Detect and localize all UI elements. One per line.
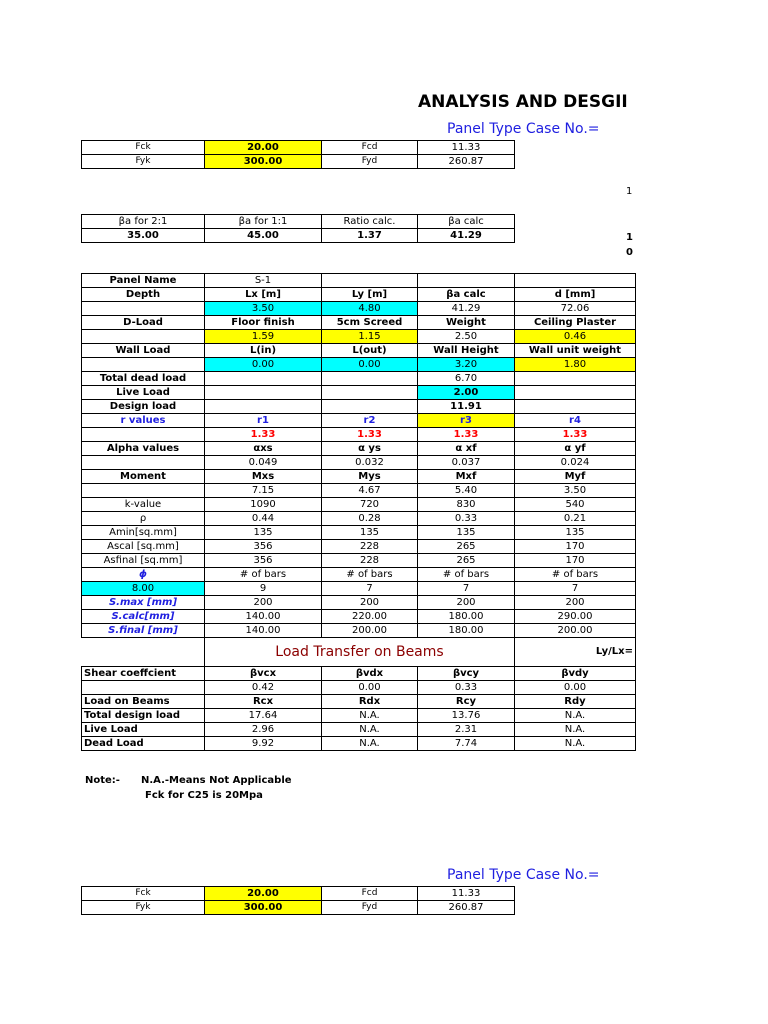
scalc-value: 140.00 bbox=[205, 610, 322, 624]
empty-cell bbox=[205, 372, 322, 386]
empty-cell bbox=[322, 400, 418, 414]
col-header: Weight bbox=[418, 316, 515, 330]
beam-dead-load-label: Dead Load bbox=[82, 737, 205, 751]
amin-value: 135 bbox=[205, 526, 322, 540]
rho-label: ρ bbox=[82, 512, 205, 526]
table-row bbox=[82, 568, 636, 582]
beta-header: βa calc bbox=[418, 215, 515, 229]
col-header: Wall unit weight bbox=[515, 344, 636, 358]
total-design-load-label: Total design load bbox=[82, 709, 205, 723]
moment-header: Myf bbox=[515, 470, 636, 484]
moment-header: Mys bbox=[322, 470, 418, 484]
alpha-header: α yf bbox=[515, 442, 636, 456]
ascal-label: Ascal [sq.mm] bbox=[82, 540, 205, 554]
asfinal-value: 170 bbox=[515, 554, 636, 568]
moment-value: 4.67 bbox=[322, 484, 418, 498]
dl-value: N.A. bbox=[515, 737, 636, 751]
design-load-value: 11.91 bbox=[418, 400, 515, 414]
col-header: Ly [m] bbox=[322, 288, 418, 302]
scalc-label: S.calc[mm] bbox=[82, 610, 205, 624]
beams-header: Rdy bbox=[515, 695, 636, 709]
smax-value: 200 bbox=[515, 596, 636, 610]
beams-header: Rcy bbox=[418, 695, 515, 709]
beta-header: βa for 1:1 bbox=[205, 215, 322, 229]
d-value: 72.06 bbox=[515, 302, 636, 316]
table-row bbox=[82, 456, 636, 470]
shear-header: βvcy bbox=[418, 667, 515, 681]
sfinal-value: 140.00 bbox=[205, 624, 322, 638]
r-value: 1.33 bbox=[418, 428, 515, 442]
table-row bbox=[82, 372, 636, 386]
asfinal-value: 265 bbox=[418, 554, 515, 568]
ascal-value: 170 bbox=[515, 540, 636, 554]
table-row bbox=[82, 582, 636, 596]
materials-table bbox=[81, 140, 515, 169]
table-row bbox=[82, 512, 636, 526]
table-row bbox=[82, 737, 636, 751]
table-row bbox=[82, 274, 636, 288]
table-row bbox=[82, 316, 636, 330]
table-row bbox=[82, 554, 636, 568]
ly-input[interactable]: 4.80 bbox=[322, 302, 418, 316]
moment-label: Moment bbox=[82, 470, 205, 484]
ascal-value: 228 bbox=[322, 540, 418, 554]
r-header: r2 bbox=[322, 414, 418, 428]
fyd-label: Fyd bbox=[322, 155, 418, 169]
r-header: r3 bbox=[418, 414, 515, 428]
col-header: Ceiling Plaster bbox=[515, 316, 636, 330]
screed-input[interactable]: 1.15 bbox=[322, 330, 418, 344]
col-header: βa calc bbox=[418, 288, 515, 302]
panel-type-label-2: Panel Type Case No.= bbox=[447, 867, 600, 883]
panel-name-value: S-1 bbox=[205, 274, 322, 288]
alpha-value: 0.049 bbox=[205, 456, 322, 470]
alpha-value: 0.024 bbox=[515, 456, 636, 470]
empty-cell bbox=[205, 400, 322, 414]
table-row bbox=[82, 526, 636, 540]
table-row bbox=[82, 470, 636, 484]
empty-cell bbox=[322, 372, 418, 386]
empty-cell bbox=[515, 274, 636, 288]
ascal-value: 265 bbox=[418, 540, 515, 554]
fcd-value: 11.33 bbox=[418, 141, 515, 155]
table-row bbox=[82, 484, 636, 498]
table-row bbox=[82, 540, 636, 554]
materials-table-2 bbox=[81, 886, 515, 915]
bars-value: 7 bbox=[322, 582, 418, 596]
table-row bbox=[82, 498, 636, 512]
col-header: 5cm Screed bbox=[322, 316, 418, 330]
rho-value: 0.28 bbox=[322, 512, 418, 526]
shear-label: Shear coeffcient bbox=[82, 667, 205, 681]
col-header: Lx [m] bbox=[205, 288, 322, 302]
fyk-value[interactable]: 300.00 bbox=[205, 901, 322, 915]
fyd-value: 260.87 bbox=[418, 155, 515, 169]
depth-label: Depth bbox=[82, 288, 205, 302]
beams-header: Rcx bbox=[205, 695, 322, 709]
wall-load-label: Wall Load bbox=[82, 344, 205, 358]
phi-input[interactable]: 8.00 bbox=[82, 582, 205, 596]
dl-value: N.A. bbox=[322, 737, 418, 751]
table-row bbox=[82, 302, 636, 316]
smax-value: 200 bbox=[322, 596, 418, 610]
table-row bbox=[82, 288, 636, 302]
panel-name-label: Panel Name bbox=[82, 274, 205, 288]
phi-symbol-cell bbox=[82, 568, 205, 582]
shear-value: 0.00 bbox=[322, 681, 418, 695]
shear-header: βvdy bbox=[515, 667, 636, 681]
side-number-3: 0 bbox=[626, 247, 633, 258]
beta-value: 45.00 bbox=[205, 229, 322, 243]
r-value: 1.33 bbox=[205, 428, 322, 442]
shear-value: 0.42 bbox=[205, 681, 322, 695]
beta-value: 41.29 bbox=[418, 229, 515, 243]
table-row bbox=[82, 709, 636, 723]
empty-cell bbox=[515, 386, 636, 400]
table-row bbox=[82, 344, 636, 358]
fyd-value: 260.87 bbox=[418, 901, 515, 915]
fcd-value: 11.33 bbox=[418, 887, 515, 901]
empty-cell bbox=[322, 386, 418, 400]
tdl-value: 13.76 bbox=[418, 709, 515, 723]
beam-live-load-label: Live Load bbox=[82, 723, 205, 737]
alpha-value: 0.037 bbox=[418, 456, 515, 470]
smax-value: 200 bbox=[205, 596, 322, 610]
empty-cell bbox=[82, 681, 205, 695]
table-row bbox=[82, 386, 636, 400]
alpha-header: αxs bbox=[205, 442, 322, 456]
k-value: 720 bbox=[322, 498, 418, 512]
live-load-label: Live Load bbox=[82, 386, 205, 400]
empty-cell bbox=[82, 358, 205, 372]
total-dead-label: Total dead load bbox=[82, 372, 205, 386]
load-transfer-title: Load Transfer on Beams bbox=[205, 638, 515, 667]
smax-value: 200 bbox=[418, 596, 515, 610]
empty-cell bbox=[205, 386, 322, 400]
amin-value: 135 bbox=[418, 526, 515, 540]
shear-header: βvcx bbox=[205, 667, 322, 681]
note-label: Note:- bbox=[85, 775, 120, 786]
ll-value: 2.31 bbox=[418, 723, 515, 737]
alpha-label: Alpha values bbox=[82, 442, 205, 456]
col-header: L(in) bbox=[205, 344, 322, 358]
fyk-label: Fyk bbox=[82, 901, 205, 915]
total-dead-value: 6.70 bbox=[418, 372, 515, 386]
ascal-value: 356 bbox=[205, 540, 322, 554]
beta-header: βa for 2:1 bbox=[82, 215, 205, 229]
empty-cell bbox=[418, 274, 515, 288]
r-header: r1 bbox=[205, 414, 322, 428]
dl-value: 7.74 bbox=[418, 737, 515, 751]
moment-value: 5.40 bbox=[418, 484, 515, 498]
moment-value: 7.15 bbox=[205, 484, 322, 498]
phi-icon: ϕ bbox=[139, 569, 147, 580]
empty-cell bbox=[82, 456, 205, 470]
empty-cell bbox=[82, 330, 205, 344]
tdl-value: N.A. bbox=[322, 709, 418, 723]
fyk-value[interactable]: 300.00 bbox=[205, 155, 322, 169]
table-row bbox=[82, 695, 636, 709]
panel-type-label: Panel Type Case No.= bbox=[447, 121, 600, 137]
table-row bbox=[82, 610, 636, 624]
empty-cell bbox=[515, 372, 636, 386]
k-value-label: k-value bbox=[82, 498, 205, 512]
ll-value: N.A. bbox=[515, 723, 636, 737]
k-value: 540 bbox=[515, 498, 636, 512]
k-value: 1090 bbox=[205, 498, 322, 512]
amin-value: 135 bbox=[515, 526, 636, 540]
table-row bbox=[82, 428, 636, 442]
fck-value[interactable]: 20.00 bbox=[205, 141, 322, 155]
design-table bbox=[81, 273, 636, 751]
table-row bbox=[82, 638, 636, 667]
sfinal-value: 180.00 bbox=[418, 624, 515, 638]
bars-value: 9 bbox=[205, 582, 322, 596]
fck-label: Fck bbox=[82, 887, 205, 901]
fcd-label: Fcd bbox=[322, 887, 418, 901]
live-load-input[interactable]: 2.00 bbox=[418, 386, 515, 400]
sfinal-value: 200.00 bbox=[515, 624, 636, 638]
amin-value: 135 bbox=[322, 526, 418, 540]
col-header: Floor finish bbox=[205, 316, 322, 330]
k-value: 830 bbox=[418, 498, 515, 512]
table-row bbox=[82, 624, 636, 638]
asfinal-label: Asfinal [sq.mm] bbox=[82, 554, 205, 568]
bars-header: # of bars bbox=[418, 568, 515, 582]
side-number-1: 1 bbox=[626, 186, 633, 197]
scalc-value: 220.00 bbox=[322, 610, 418, 624]
shear-value: 0.33 bbox=[418, 681, 515, 695]
rho-value: 0.21 bbox=[515, 512, 636, 526]
moment-header: Mxs bbox=[205, 470, 322, 484]
table-row bbox=[82, 414, 636, 428]
side-number-2: 1 bbox=[626, 232, 633, 243]
scalc-value: 180.00 bbox=[418, 610, 515, 624]
dload-label: D-Load bbox=[82, 316, 205, 330]
ll-value: N.A. bbox=[322, 723, 418, 737]
design-load-label: Design load bbox=[82, 400, 205, 414]
tdl-value: N.A. bbox=[515, 709, 636, 723]
empty-cell bbox=[82, 638, 205, 667]
empty-cell bbox=[322, 274, 418, 288]
bars-value: 7 bbox=[515, 582, 636, 596]
r-values-label: r values bbox=[82, 414, 205, 428]
empty-cell bbox=[82, 428, 205, 442]
asfinal-value: 228 bbox=[322, 554, 418, 568]
floor-finish-input[interactable]: 1.59 bbox=[205, 330, 322, 344]
fyd-label: Fyd bbox=[322, 901, 418, 915]
lx-input[interactable]: 3.50 bbox=[205, 302, 322, 316]
table-row bbox=[82, 723, 636, 737]
l-out-input[interactable]: 0.00 bbox=[322, 358, 418, 372]
table-row bbox=[82, 667, 636, 681]
bars-header: # of bars bbox=[515, 568, 636, 582]
moment-header: Mxf bbox=[418, 470, 515, 484]
beta-value: 1.37 bbox=[322, 229, 418, 243]
beams-header: Rdx bbox=[322, 695, 418, 709]
beams-label: Load on Beams bbox=[82, 695, 205, 709]
table-row bbox=[82, 358, 636, 372]
col-header: L(out) bbox=[322, 344, 418, 358]
note-fck: Fck for C25 is 20Mpa bbox=[145, 790, 263, 801]
note-na: N.A.-Means Not Applicable bbox=[141, 775, 292, 786]
ceiling-plaster-input[interactable]: 0.46 bbox=[515, 330, 636, 344]
scalc-value: 290.00 bbox=[515, 610, 636, 624]
ll-value: 2.96 bbox=[205, 723, 322, 737]
table-row bbox=[82, 330, 636, 344]
table-row bbox=[82, 596, 636, 610]
tdl-value: 17.64 bbox=[205, 709, 322, 723]
bars-value: 7 bbox=[418, 582, 515, 596]
empty-cell bbox=[515, 400, 636, 414]
amin-label: Amin[sq.mm] bbox=[82, 526, 205, 540]
fck-label: Fck bbox=[82, 141, 205, 155]
col-header: d [mm] bbox=[515, 288, 636, 302]
col-header: Wall Height bbox=[418, 344, 515, 358]
empty-cell bbox=[82, 302, 205, 316]
wall-unit-weight-input[interactable]: 1.80 bbox=[515, 358, 636, 372]
asfinal-value: 356 bbox=[205, 554, 322, 568]
fck-value[interactable]: 20.00 bbox=[205, 887, 322, 901]
beta-calc-value: 41.29 bbox=[418, 302, 515, 316]
weight-value: 2.50 bbox=[418, 330, 515, 344]
moment-value: 3.50 bbox=[515, 484, 636, 498]
empty-cell bbox=[82, 484, 205, 498]
l-in-input[interactable]: 0.00 bbox=[205, 358, 322, 372]
shear-value: 0.00 bbox=[515, 681, 636, 695]
sfinal-value: 200.00 bbox=[322, 624, 418, 638]
r-value: 1.33 bbox=[322, 428, 418, 442]
smax-label: S.max [mm] bbox=[82, 596, 205, 610]
fyk-label: Fyk bbox=[82, 155, 205, 169]
page-title: ANALYSIS AND DESGII bbox=[418, 92, 628, 112]
rho-value: 0.44 bbox=[205, 512, 322, 526]
shear-header: βvdx bbox=[322, 667, 418, 681]
alpha-value: 0.032 bbox=[322, 456, 418, 470]
r-value: 1.33 bbox=[515, 428, 636, 442]
rho-value: 0.33 bbox=[418, 512, 515, 526]
table-row bbox=[82, 442, 636, 456]
fcd-label: Fcd bbox=[322, 141, 418, 155]
bars-header: # of bars bbox=[205, 568, 322, 582]
sfinal-label: S.final [mm] bbox=[82, 624, 205, 638]
beta-header: Ratio calc. bbox=[322, 215, 418, 229]
table-row bbox=[82, 400, 636, 414]
beta-value: 35.00 bbox=[82, 229, 205, 243]
alpha-header: α xf bbox=[418, 442, 515, 456]
bars-header: # of bars bbox=[322, 568, 418, 582]
dl-value: 9.92 bbox=[205, 737, 322, 751]
alpha-header: α ys bbox=[322, 442, 418, 456]
table-row bbox=[82, 681, 636, 695]
lylx-label: Ly/Lx= bbox=[515, 638, 636, 667]
r-header: r4 bbox=[515, 414, 636, 428]
beta-table bbox=[81, 214, 515, 243]
wall-height-input[interactable]: 3.20 bbox=[418, 358, 515, 372]
